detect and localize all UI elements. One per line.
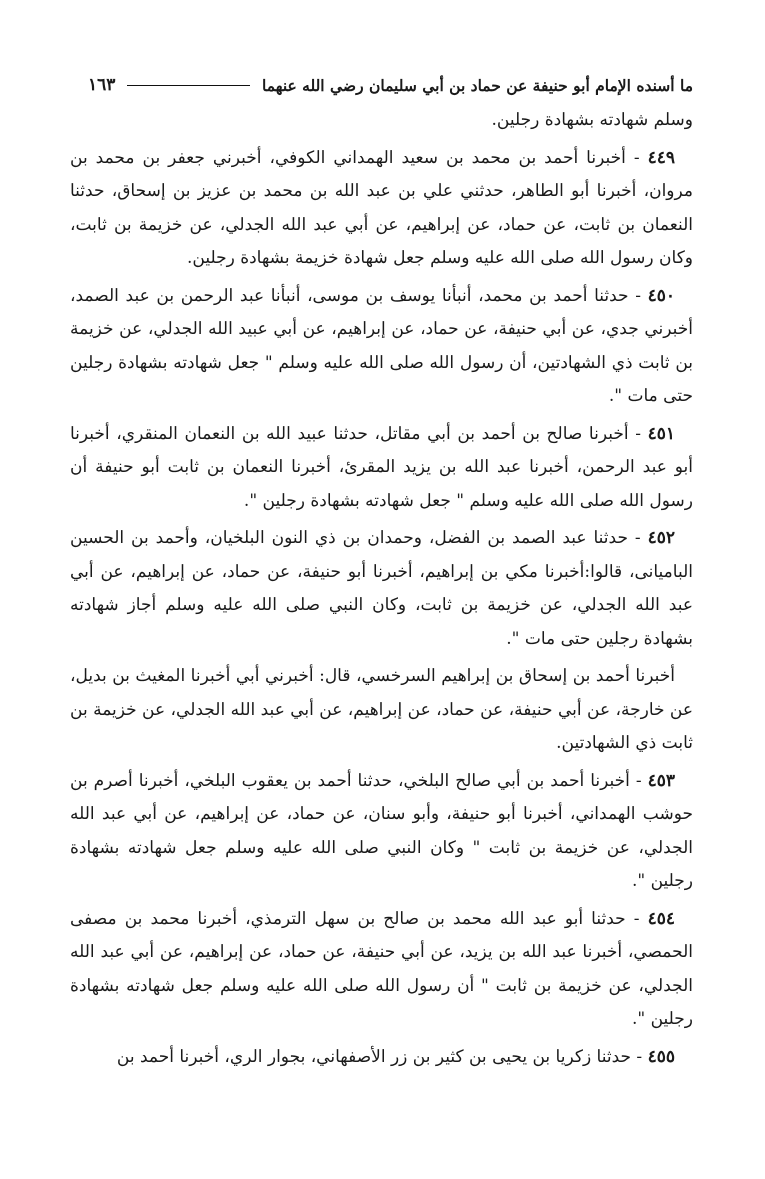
header-rule	[127, 85, 250, 86]
hadith-452-additional-chain	[70, 660, 693, 761]
hadith-454	[70, 903, 693, 1037]
page-number: ١٦٣	[88, 75, 116, 95]
paragraph-text: - أخبرنا أحمد بن محمد بن سعيد الهمداني الكوفي، أخبرني جعفر بن محمد بن مروان، أخبرنا أبو الطاهر، حدثني علي بن عبد الله بن محمد بن عزيز بن إسحاق، حدثنا النعمان بن ثابت، عن حماد، عن إبراهيم، عن أبي عبد الله الجدلي، عن خزيمة بن ثابت، وكان رسول الله صلى الله عليه وسلم جعل شهادة خزيمة بشهادة رجلين.	[70, 147, 693, 268]
hadith-455	[70, 1041, 693, 1075]
hadith-450	[70, 280, 693, 414]
hadith-451	[70, 418, 693, 519]
paragraph-text: أخبرنا أحمد بن إسحاق بن إبراهيم السرخسي، قال: أخبرني أبي أخبرنا المغيث بن بديل، عن خارجة، عن أبي حنيفة، عن حماد، عن إبراهيم، عن أبي عبد الله الجدلي، عن خزيمة بن ثابت ذي الشهادتين.	[70, 666, 693, 753]
hadith-number: ٤٥٣	[647, 770, 675, 791]
page-body	[70, 104, 693, 1074]
hadith-number: ٤٥١	[647, 423, 675, 444]
paragraph-text: - حدثنا أبو عبد الله محمد بن صالح بن سهل الترمذي، أخبرنا محمد بن مصفى الحمصي، أخبرنا عبد الله بن يزيد، عن أبي حنيفة، عن حماد، عن إبراهيم، عن أبي عبد الله الجدلي، عن خزيمة بن ثابت " أن رسول الله صلى الله عليه وسلم جعل شهادته بشهادة رجلين ".	[70, 908, 693, 1029]
running-header	[70, 70, 693, 100]
hadith-number: ٤٥٢	[647, 528, 675, 548]
hadith-number: ٤٥٥	[647, 1046, 675, 1067]
paragraph-text: - حدثنا أحمد بن محمد، أنبأنا يوسف بن موسى، أنبأنا عبد الرحمن بن عبد الصمد، أخبرني جدي، عن أبي حنيفة، عن حماد، عن إبراهيم، عن أبي عبيد الله الجدلي، عن خزيمة بن ثابت ذي الشهادتين، أن رسول الله صلى الله عليه وسلم " جعل شهادته بشهادة رجلين حتى مات ".	[70, 285, 693, 406]
hadith-number: ٤٤٩	[647, 147, 675, 168]
header-title: ما أسنده الإمام أبو حنيفة عن حماد بن أبي سليمان رضي الله عنهما	[261, 75, 693, 95]
paragraph-text: - حدثنا زكريا بن يحيى بن كثير بن زر الأصفهاني، بجوار الري، أخبرنا أحمد بن	[116, 1046, 643, 1067]
hadith-449	[70, 142, 693, 276]
hadith-452	[70, 522, 693, 656]
hadith-453	[70, 765, 693, 899]
paragraph-text: - أخبرنا أحمد بن أبي صالح البلخي، حدثنا أحمد بن يعقوب البلخي، أخبرنا أصرم بن حوشب الهمداني، أخبرنا أبو حنيفة، وأبو سنان، عن حماد، عن إبراهيم، عن أبي عبد الله الجدلي، عن خزيمة بن ثابت " وكان النبي صلى الله عليه وسلم جعل شهادته بشهادة رجلين ".	[70, 770, 693, 891]
paragraph-text: - أخبرنا صالح بن أحمد بن أبي مقاتل، حدثنا عبيد الله بن النعمان المنقري، أخبرنا أبو عبد الرحمن، أخبرنا عبد الله بن يزيد المقرئ، أخبرنا النعمان بن ثابت أبو حنيفة أن رسول الله صلى الله عليه وسلم " جعل شهادته بشهادة رجلين ".	[70, 423, 693, 511]
hadith-continuation	[70, 104, 693, 138]
hadith-number: ٤٥٠	[647, 285, 675, 306]
paragraph-text: وسلم شهادته بشهادة رجلين.	[491, 110, 693, 130]
paragraph-text: - حدثنا عبد الصمد بن الفضل، وحمدان بن ذي النون البلخيان، وأحمد بن الحسين الباميانى، قالوا:أخبرنا مكي بن إبراهيم، أخبرنا أبو حنيفة، عن حماد، عن إبراهيم، عن أبي عبد الله الجدلي، عن خزيمة بن ثابت، وكان النبي صلى الله عليه وسلم أجاز شهادته بشهادة رجلين حتى مات ".	[70, 528, 693, 649]
hadith-number: ٤٥٤	[647, 908, 675, 929]
